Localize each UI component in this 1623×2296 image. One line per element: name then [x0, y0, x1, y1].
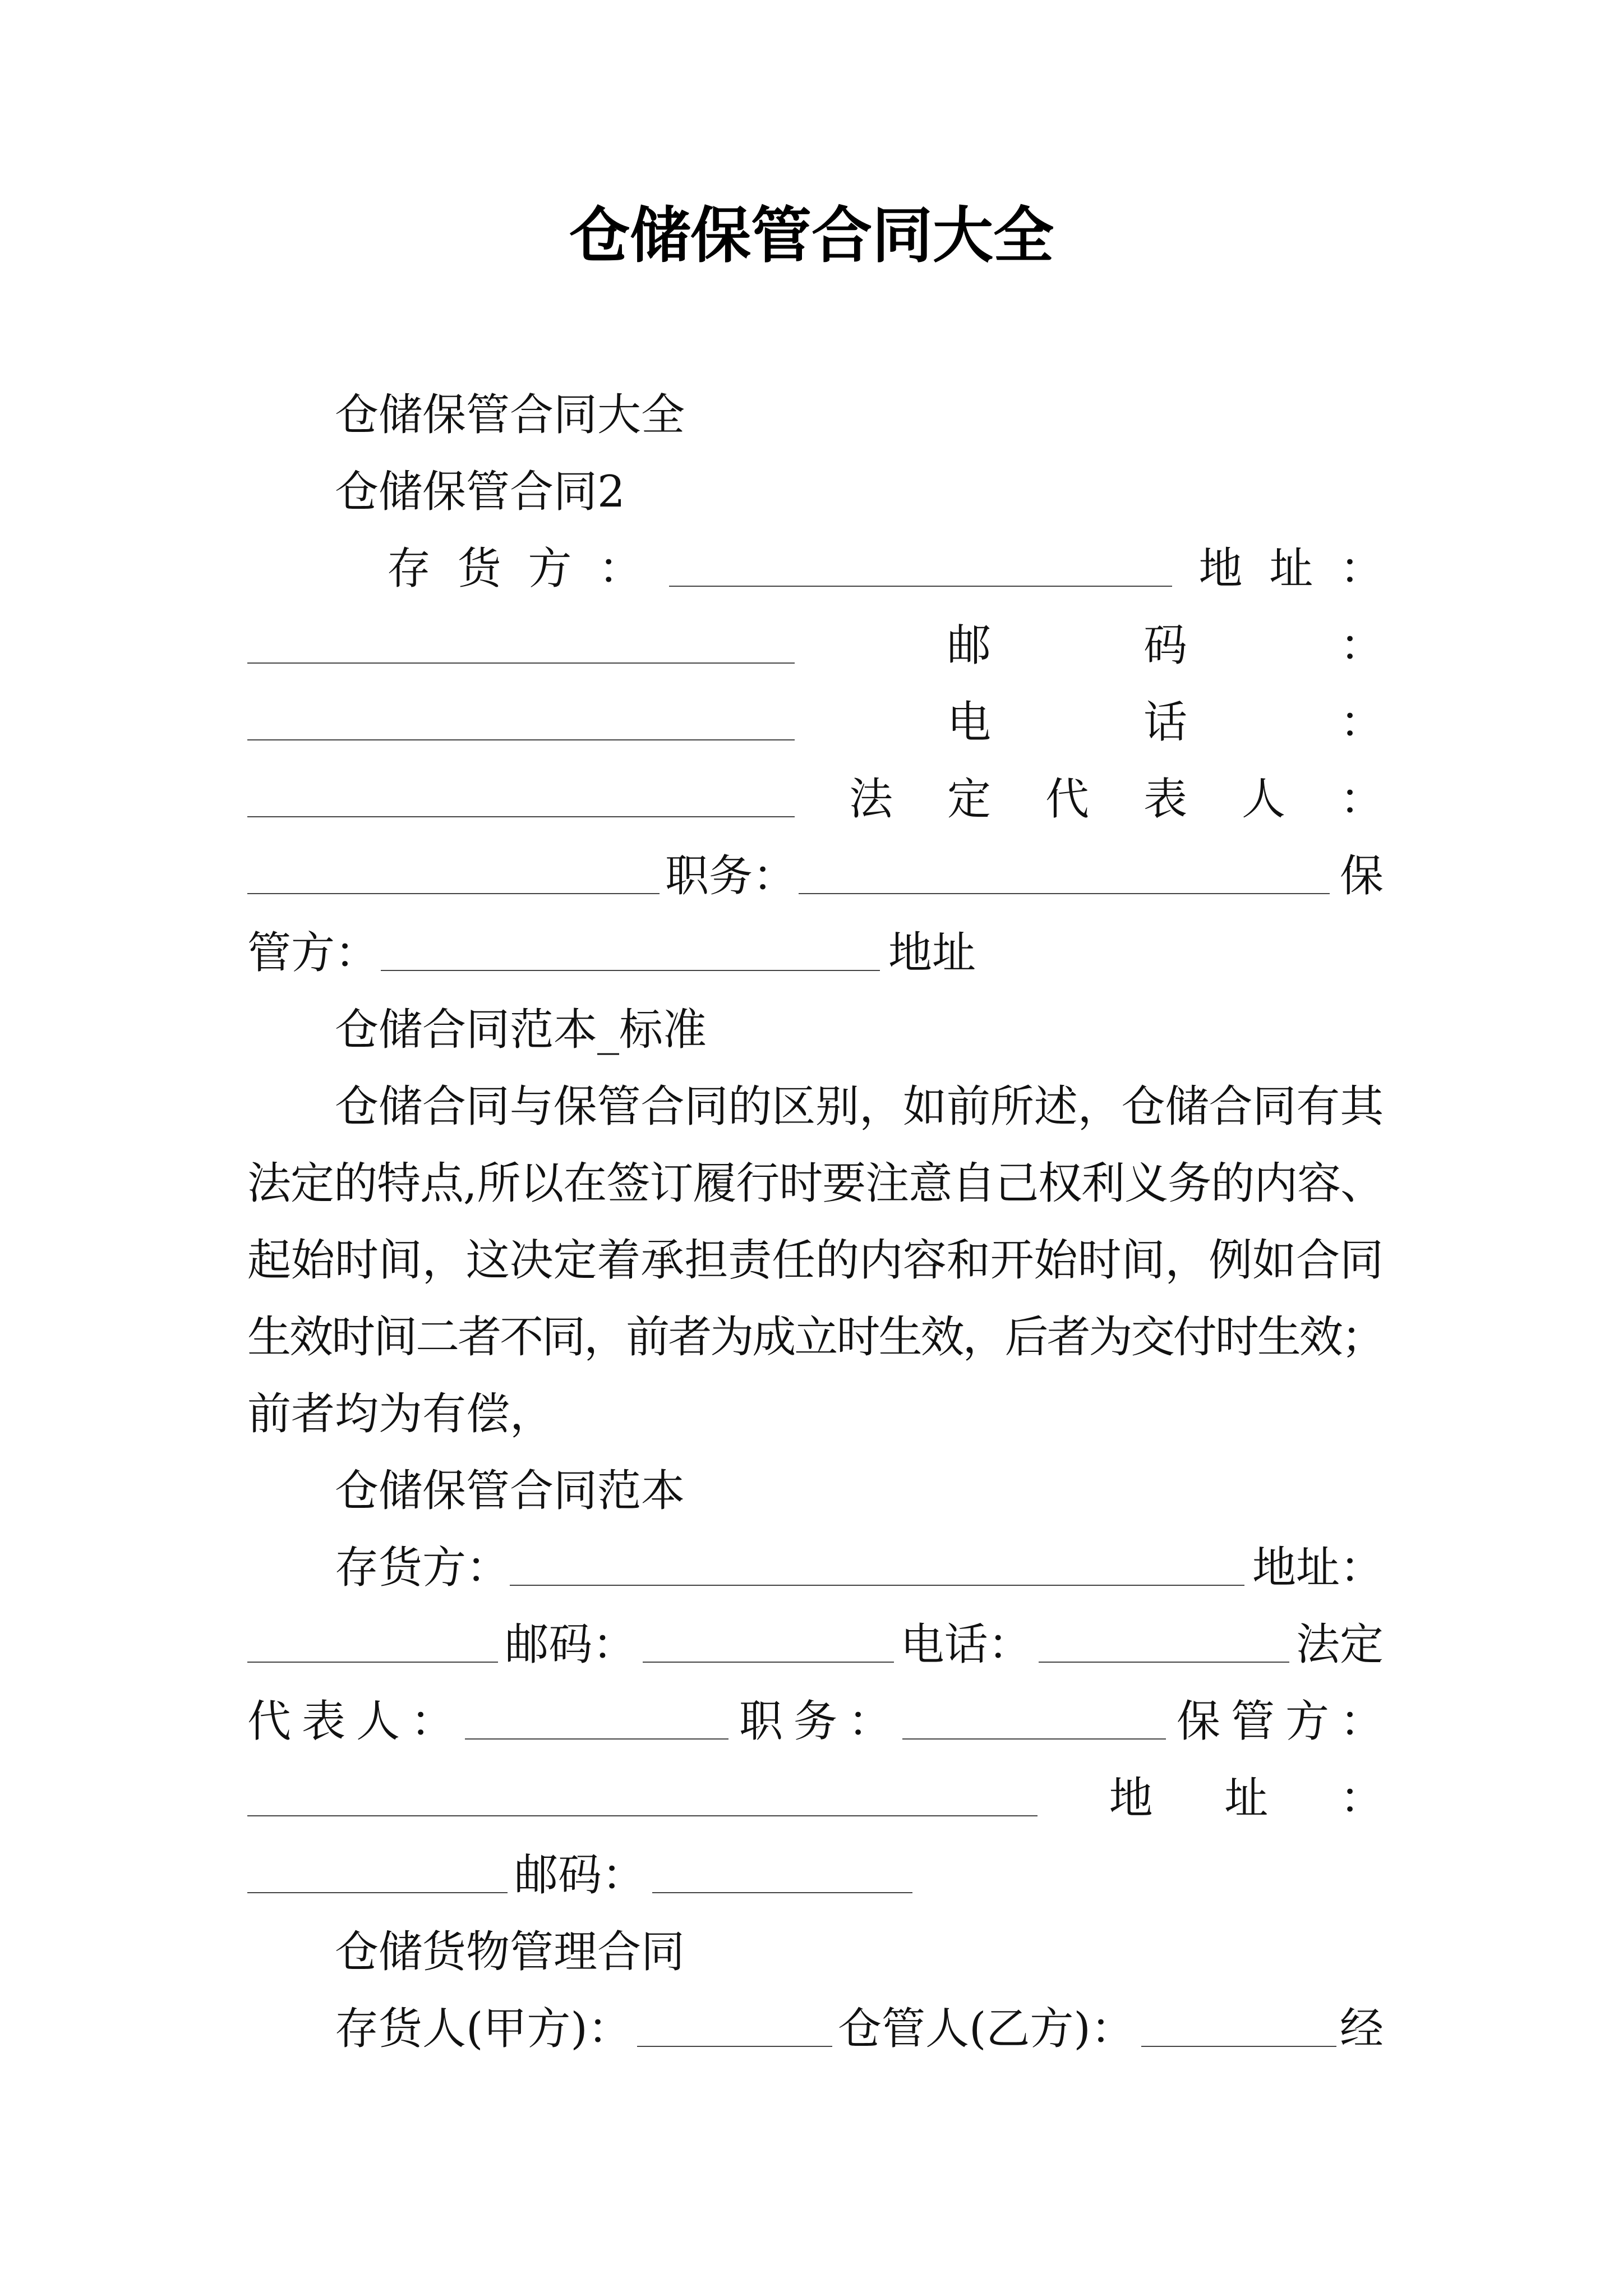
section-heading: 仓储货物管理合同 [335, 1927, 685, 1977]
depositor-line [247, 531, 1384, 608]
character: 容 [1297, 1158, 1341, 1209]
character: ， [422, 1235, 466, 1286]
character: 利 [1081, 1158, 1126, 1209]
character: 效 [1299, 1312, 1343, 1363]
postcode-blank [247, 684, 795, 740]
character: 与 [509, 1082, 554, 1132]
character: 履 [693, 1158, 737, 1209]
character: 前 [946, 1082, 990, 1132]
custodian-postcode-line [247, 1837, 1384, 1914]
character: ： [847, 1696, 892, 1747]
character: 时 [836, 1312, 880, 1363]
character: 交 [1131, 1312, 1175, 1363]
custodian-line [247, 915, 1384, 992]
legal-rep-blank [247, 838, 660, 894]
character: 人 [1241, 774, 1285, 825]
character: 合 [1209, 1082, 1253, 1132]
contact-line [247, 1607, 1384, 1683]
character: ， [584, 1312, 628, 1363]
document-title: 仓储保管合同大全 [569, 200, 1054, 271]
character: 行 [736, 1158, 780, 1209]
character: 合 [422, 1082, 466, 1132]
character: 内 [1254, 1158, 1298, 1209]
position-line [247, 838, 1384, 915]
depositor-label: 存货方： [335, 1543, 510, 1593]
character: 定 [290, 1158, 334, 1209]
character: ： [1339, 697, 1384, 748]
depositor-blank [669, 531, 1172, 587]
character: 同 [684, 1082, 728, 1132]
character: 时 [1215, 1312, 1259, 1363]
character: 者 [668, 1312, 712, 1363]
character: 承 [640, 1235, 685, 1286]
character: 担 [684, 1235, 728, 1286]
character: 任 [772, 1235, 816, 1286]
paragraph-text: 前者均为有偿， [247, 1389, 554, 1439]
phone-blank [1039, 1607, 1289, 1663]
character: 话 [1143, 697, 1187, 748]
character: 代 [247, 1696, 292, 1747]
custodian-label-end: 管方： [247, 928, 379, 978]
character: ： [1339, 620, 1384, 671]
character: 方 [528, 544, 572, 594]
character: 效 [920, 1312, 965, 1363]
character: 货 [457, 544, 501, 594]
character: 为 [710, 1312, 754, 1363]
character: 、 [1340, 1158, 1385, 1209]
phone-label: 电话： [900, 1619, 1032, 1670]
paragraph-line [247, 1069, 1384, 1145]
custodian-party-blank [1141, 1991, 1336, 2047]
character: 以 [520, 1158, 564, 1209]
character: 管 [1230, 1696, 1275, 1747]
character: 始 [1034, 1235, 1078, 1286]
address-blank [247, 1607, 498, 1663]
custodian-label-start: 保 [1339, 851, 1384, 901]
heading-line [247, 1914, 1384, 1991]
character: 法 [849, 774, 893, 825]
heading-line [247, 377, 1384, 454]
character: 特 [376, 1158, 421, 1209]
character: 要 [822, 1158, 866, 1209]
character: 和 [946, 1235, 990, 1286]
character: 人 [356, 1696, 400, 1747]
custodian-party-label: 仓管人(乙方)： [838, 2004, 1135, 2054]
character: 务 [1168, 1158, 1212, 1209]
character: ： [1339, 1773, 1384, 1824]
postcode-label: 邮码： [514, 1850, 646, 1901]
character: 自 [952, 1158, 996, 1209]
character: 所 [477, 1158, 521, 1209]
character: ， [1077, 1082, 1122, 1132]
position-label: 职务： [665, 851, 797, 901]
character: 意 [909, 1158, 953, 1209]
paragraph-line [247, 1222, 1384, 1299]
character: 址 [1224, 1773, 1269, 1824]
phone-blank [247, 761, 795, 817]
legal-rep-line [247, 761, 1384, 838]
character: 权 [1038, 1158, 1082, 1209]
character: 同 [465, 1082, 510, 1132]
character: 着 [597, 1235, 641, 1286]
address-blank [247, 1837, 508, 1893]
postcode-line [247, 608, 1384, 684]
character: 二 [416, 1312, 460, 1363]
character: 方 [1285, 1696, 1329, 1747]
character: 地 [1109, 1773, 1153, 1824]
character: 的 [1211, 1158, 1255, 1209]
character: 间 [378, 1235, 422, 1286]
character: 址 [1269, 544, 1313, 594]
section-heading: 仓储保管合同大全 [335, 390, 685, 440]
character: 时 [1077, 1235, 1122, 1286]
custodian-blank [381, 915, 880, 971]
character: 生 [247, 1312, 292, 1363]
character: 有 [1296, 1082, 1340, 1132]
custodian-blank [247, 1760, 1038, 1816]
character: 合 [1296, 1235, 1340, 1286]
continued-text: 经 [1340, 2004, 1384, 2054]
section-heading: 仓储保管合同2 [335, 467, 625, 517]
character: 存 [387, 544, 431, 594]
character: ， [859, 1082, 903, 1132]
depositor-blank [510, 1530, 1244, 1586]
character: 述 [1034, 1082, 1078, 1132]
depositor-party-label: 存货人(甲方)： [335, 2004, 631, 2054]
character: 合 [640, 1082, 685, 1132]
character: ： [598, 544, 643, 594]
character: 电 [947, 697, 991, 748]
character: 如 [1252, 1235, 1297, 1286]
character: 决 [509, 1235, 554, 1286]
character: ： [411, 1696, 455, 1747]
character: 码 [1143, 620, 1187, 671]
character: 储 [1165, 1082, 1209, 1132]
legal-rep-blank [465, 1683, 728, 1740]
character: 容 [902, 1235, 947, 1286]
character: 始 [291, 1235, 335, 1286]
character: ， [962, 1312, 1007, 1363]
character: 的 [333, 1158, 377, 1209]
postcode-label: 邮码： [505, 1619, 637, 1670]
character: 所 [990, 1082, 1034, 1132]
character: 同 [1340, 1235, 1384, 1286]
heading-line [247, 454, 1384, 531]
character: 时 [331, 1312, 376, 1363]
position-blank [902, 1683, 1166, 1740]
parties-line [247, 1991, 1384, 2068]
character: 表 [1143, 774, 1187, 825]
legal-rep-label-start: 法定 [1295, 1619, 1384, 1670]
character: ， [1165, 1235, 1209, 1286]
character: 定 [553, 1235, 597, 1286]
character: 职 [739, 1696, 783, 1747]
paragraph-line [247, 1145, 1384, 1222]
character: 效 [289, 1312, 334, 1363]
character: 这 [465, 1235, 510, 1286]
character: ： [1339, 774, 1384, 825]
postcode-blank [652, 1837, 912, 1893]
character: 立 [794, 1312, 838, 1363]
depositor-line [247, 1530, 1384, 1607]
character: 成 [752, 1312, 796, 1363]
character: ： [1339, 1696, 1384, 1747]
character: 前 [626, 1312, 670, 1363]
representative-line [247, 1683, 1384, 1760]
postcode-blank [643, 1607, 893, 1663]
character: 保 [553, 1082, 597, 1132]
character: 储 [378, 1082, 422, 1132]
character: 开 [990, 1235, 1034, 1286]
character: 为 [1089, 1312, 1133, 1363]
depositor-party-blank [637, 1991, 832, 2047]
position-blank [799, 838, 1330, 894]
character: 如 [902, 1082, 947, 1132]
character: 者 [458, 1312, 502, 1363]
character: 签 [606, 1158, 651, 1209]
character: 其 [1340, 1082, 1384, 1132]
character: 付 [1173, 1312, 1217, 1363]
character: 时 [779, 1158, 823, 1209]
character: 间 [374, 1312, 418, 1363]
character: 点 [419, 1158, 464, 1209]
character: 同 [542, 1312, 586, 1363]
character: 不 [500, 1312, 544, 1363]
section-heading: 仓储合同范本_标准 [335, 1005, 707, 1055]
character: 代 [1045, 774, 1089, 825]
character: 内 [859, 1235, 903, 1286]
character: 己 [995, 1158, 1039, 1209]
character: 地 [1198, 544, 1243, 594]
character: 注 [865, 1158, 910, 1209]
heading-line [247, 992, 1384, 1069]
section-heading: 仓储保管合同范本 [335, 1466, 685, 1516]
character: 间 [1121, 1235, 1165, 1286]
character: 仓 [1121, 1082, 1165, 1132]
character: ： [1339, 544, 1384, 594]
character: 仓 [335, 1082, 379, 1132]
character: 保 [1176, 1696, 1220, 1747]
character: 管 [597, 1082, 641, 1132]
character: 同 [1252, 1082, 1297, 1132]
character: 责 [728, 1235, 772, 1286]
character: 起 [247, 1235, 292, 1286]
character: 时 [334, 1235, 379, 1286]
character: 生 [1257, 1312, 1301, 1363]
character: 法 [247, 1158, 292, 1209]
address-blank [247, 608, 795, 664]
character: 后 [1004, 1312, 1049, 1363]
character: 义 [1124, 1158, 1169, 1209]
address-label: 地址： [1252, 1543, 1384, 1593]
character: 在 [563, 1158, 607, 1209]
phone-line [247, 684, 1384, 761]
character: 的 [728, 1082, 772, 1132]
character: 例 [1209, 1235, 1253, 1286]
character: 表 [302, 1696, 346, 1747]
character: 订 [649, 1158, 694, 1209]
character: , [463, 1158, 477, 1209]
character: 别 [815, 1082, 860, 1132]
character: 定 [947, 774, 991, 825]
custodian-address-line [247, 1760, 1384, 1837]
character: 的 [815, 1235, 859, 1286]
paragraph-line [247, 1299, 1384, 1376]
character: 务 [793, 1696, 837, 1747]
character: ； [1341, 1312, 1385, 1363]
document-body [247, 377, 1384, 2068]
paragraph-line [247, 1376, 1384, 1453]
character: 者 [1046, 1312, 1091, 1363]
character: 生 [878, 1312, 923, 1363]
heading-line [247, 1453, 1384, 1530]
address-label: 地址 [888, 928, 976, 978]
character: 区 [772, 1082, 816, 1132]
character: 邮 [947, 620, 991, 671]
